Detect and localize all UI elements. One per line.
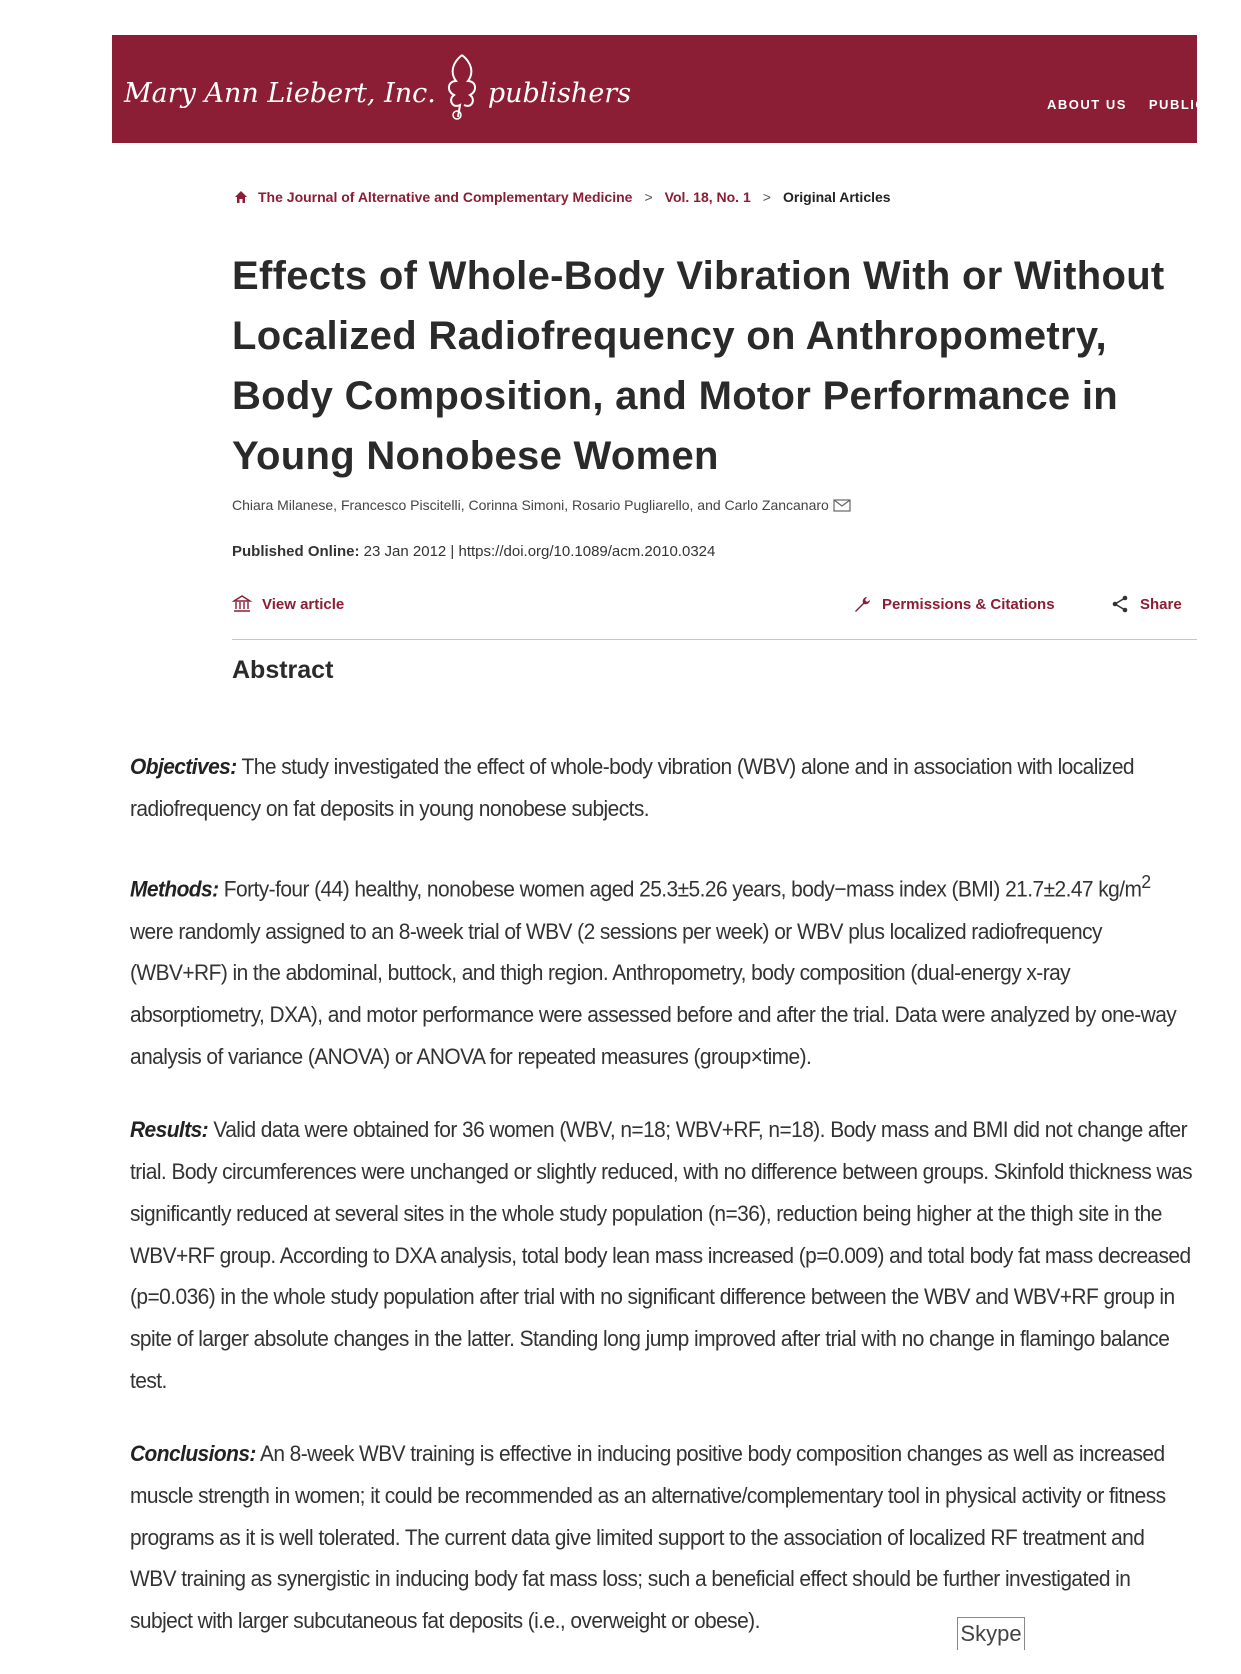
share-button[interactable] — [1110, 594, 1182, 614]
permissions-label: Permissions & Citations — [882, 595, 1055, 613]
published-value: 23 Jan 2012 | https://doi.org/10.1089/acm.2010.0324 — [359, 543, 716, 560]
breadcrumb-separator: > — [644, 189, 653, 205]
published-label: Published Online: — [232, 543, 360, 560]
publisher-logo[interactable] — [124, 65, 631, 121]
objectives-text: The study investigated the effect of whole-body vibration (WBV) alone and in association with localized radiofrequency on fat deposits in young nonobese subjects. — [130, 754, 1134, 821]
envelope-icon[interactable] — [833, 499, 851, 512]
methods-superscript: 2 — [1141, 871, 1151, 893]
abstract-objectives — [130, 746, 1195, 829]
skype-tab[interactable]: Skype — [957, 1617, 1025, 1650]
site-header — [112, 35, 1207, 143]
logo-text-left: Mary Ann Liebert, Inc. — [124, 77, 436, 109]
methods-text-1: Forty-four (44) healthy, nonobese women aged 25.3±5.26 years, body−mass index (BMI) 21.7±2.47 kg/m — [218, 876, 1142, 902]
objectives-label: Objectives: — [130, 754, 237, 779]
section-divider — [232, 639, 1197, 640]
share-icon — [1110, 594, 1130, 614]
home-icon[interactable] — [234, 190, 248, 204]
top-nav — [1047, 97, 1206, 112]
methods-label: Methods: — [130, 876, 219, 902]
nav-publications[interactable]: PUBLIC — [1148, 97, 1207, 112]
publication-info — [232, 543, 715, 560]
article-actions — [232, 594, 1192, 622]
breadcrumb-separator: > — [762, 189, 771, 205]
conclusions-label: Conclusions: — [130, 1441, 256, 1467]
oak-leaf-icon — [442, 51, 482, 121]
authors-text[interactable]: Chiara Milanese, Francesco Piscitelli, Corinna Simoni, Rosario Pugliarello, and Carlo Zancanaro — [232, 497, 829, 513]
results-label: Results: — [130, 1117, 209, 1143]
abstract-methods — [130, 861, 1195, 1077]
breadcrumb-journal[interactable]: The Journal of Alternative and Complementary Medicine — [258, 189, 633, 205]
breadcrumb-volume[interactable]: Vol. 18, No. 1 — [664, 189, 751, 205]
wrench-icon — [852, 594, 872, 614]
results-text: Valid data were obtained for 36 women (WBV, n=18; WBV+RF, n=18). Body mass and BMI did not change after trial. Body circumferences were unchanged or slightly reduced, with no difference between groups. Skinfold thickness was significantly reduced at several sites in the whole study population (n=36), reduction being higher at the thigh site in the WBV+RF group. According to DXA analysis, total body lean mass increased (p=0.009) and total body fat mass decreased (p=0.036) in the whole study population after trial with no significant difference between the WBV and WBV+RF group in spite of larger absolute changes in the latter. Standing long jump improved after trial with no change in flamingo balance test. — [130, 1117, 1193, 1393]
abstract-body — [130, 746, 1195, 1674]
author-list — [232, 497, 851, 513]
permissions-citations-button[interactable] — [852, 594, 1055, 614]
conclusions-text: An 8-week WBV training is effective in inducing positive body composition changes as well as increased muscle strength in women; it could be recommended as an alternative/complementary tool in physical activity or fitness programs as it is well tolerated. The current data give limited support to the association of localized RF treatment and WBV training as synergistic in inducing body fat mass loss; such a beneficial effect should be further investigated in subject with larger subcutaneous fat deposits (i.e., overweight or obese). — [130, 1441, 1166, 1634]
article-title: Effects of Whole-Body Vibration With or Without Localized Radiofrequency on Anthropometry, Body Composition, and Motor Performance in Young Nonobese Women — [232, 254, 1165, 478]
breadcrumb-section: Original Articles — [782, 189, 891, 205]
abstract-heading: Abstract — [232, 656, 334, 684]
view-article-button[interactable] — [232, 594, 344, 614]
breadcrumb — [234, 189, 891, 205]
abstract-results — [130, 1109, 1195, 1401]
methods-text-2: were randomly assigned to an 8-week trial of WBV (2 sessions per week) or WBV plus localized radiofrequency (WBV+RF) in the abdominal, buttock, and thigh region. Anthropometry, body composition (dual-energy x-ray absorptiometry, DXA), and motor performance were assessed before and after the trial. Data were analyzed by one-way analysis of variance (ANOVA) or ANOVA for repeated measures (group×time). — [130, 918, 1177, 1069]
abstract-conclusions — [130, 1433, 1195, 1642]
nav-about-us[interactable]: ABOUT US — [1047, 97, 1127, 112]
share-label: Share — [1140, 595, 1182, 613]
institution-icon — [232, 594, 252, 614]
logo-text-right: publishers — [487, 77, 632, 109]
view-article-label: View article — [262, 595, 345, 613]
